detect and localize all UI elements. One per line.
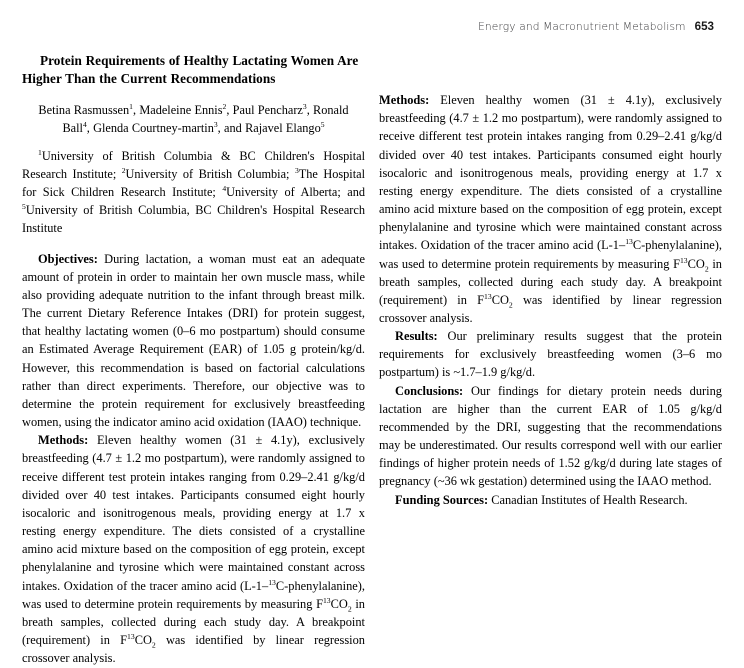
- author-name: Madeleine Ennis: [139, 102, 223, 117]
- author-name: Ronald Ball: [62, 102, 349, 136]
- two-column-body: [22, 52, 722, 668]
- methods-text-part4: in breath samples, collected during each study day. A breakpoint (requirement) in F: [22, 596, 365, 648]
- methods-label: Methods:: [38, 433, 89, 448]
- author-affiliation-marker: 2: [222, 101, 227, 111]
- methods-text-part2: C-phenylalanine), was used to determine protein requirements by measuring F: [379, 238, 722, 271]
- conclusions-paragraph: [379, 382, 722, 491]
- results-paragraph: [379, 327, 722, 382]
- methods-text-part2: C-phenylalanine), was used to determine protein requirements by measuring F: [22, 578, 365, 611]
- methods-text-part6: was identified by linear regression crossover analysis.: [379, 292, 722, 326]
- funding-paragraph: [379, 491, 722, 509]
- author-name: Glenda Courtney-martin: [93, 121, 214, 136]
- author-affiliation-marker: 5: [320, 119, 325, 129]
- affiliation-marker: 4: [222, 183, 227, 193]
- methods-text-part3: CO: [687, 256, 705, 271]
- article-title: Protein Requirements of Healthy Lactating Women Are Higher Than the Current Recommendations: [22, 53, 359, 87]
- methods-text-part4: in breath samples, collected during each study day. A breakpoint (requirement) in F: [379, 256, 722, 307]
- author-list: Betina Rasmussen$^1$, Madeleine Ennis$^2$, Paul Pencharz$^3$, Ronald Ball$^4$, Glenda Courtney-martin$^3$, and Rajavel Elango$^5$: [38, 101, 349, 136]
- results-label: Results:: [395, 329, 438, 343]
- running-head-section-title: Energy and Macronutrient Metabolism: [478, 21, 686, 33]
- methods-paragraph-continued: [379, 91, 722, 327]
- left-column: [22, 52, 365, 668]
- methods-text-part5: CO: [134, 633, 152, 648]
- breath-isotope-superscript: 13: [322, 595, 331, 605]
- tracer-isotope-superscript: 13: [625, 237, 633, 247]
- breakpoint-isotope-superscript: 13: [484, 291, 492, 301]
- affiliation-marker: 5: [22, 201, 26, 211]
- results-text: Our preliminary results suggest that the protein requirements for exclusively breastfeeding women (3–6 mo postpartum) is ~1.7–1.9 g/kg/d.: [379, 329, 722, 380]
- affiliation-list: [22, 148, 365, 237]
- breath-co2-subscript: 2: [704, 264, 709, 274]
- affiliation-marker: 2: [121, 165, 126, 175]
- methods-text-part1: Eleven healthy women (31 ± 4.1y), exclusively breastfeeding (4.7 ± 1.2 mo postpartum), were randomly assigned to receive different test protein intakes ranging from 0.29–2.41 g/kg/d divided over 40 test intakes. Participants consumed eight hourly isocaloric and isonitrogenous meals, providing energy at 1.7 x resting energy expenditure. The diets consisted of a crystalline amino acid mixture based on the composition of egg protein, except phenylalanine and tyrosine which were maintained constant across intakes. Oxidation of the tracer amino acid (L-1–: [379, 93, 722, 253]
- breakpoint-co2-subscript: 2: [508, 300, 513, 310]
- objectives-paragraph: [22, 250, 365, 432]
- funding-label: Funding Sources:: [395, 492, 489, 507]
- affiliation-text: University of British Columbia & BC Children's Hospital Research Institute;: [22, 149, 365, 181]
- affiliation-marker: 3: [294, 165, 299, 175]
- author-name: Betina Rasmussen: [38, 102, 130, 117]
- running-head: [478, 20, 714, 33]
- methods-text-part6: was identified by linear regression crossover analysis.: [22, 633, 365, 666]
- conclusions-text: Our findings for dietary protein needs during lactation are higher than the current EAR of 1.05 g/kg/d recommended by the DRI, suggesting that the recommendations may be underestimated. Our results correspond well with our earlier findings of higher protein needs of 1.52 g/kg/d during late stages of pregnancy (~36 wk gestation) determined using the IAAO method.: [379, 383, 722, 489]
- methods-text-part3: CO: [330, 596, 348, 611]
- author-affiliation-marker: 1: [129, 101, 133, 111]
- breath-co2-subscript: 2: [347, 604, 352, 614]
- author-name: Paul Pencharz: [232, 102, 303, 117]
- methods-text-part5: CO: [491, 292, 509, 307]
- affiliation-text: University of British Columbia, BC Children's Hospital Research Institute: [22, 202, 365, 235]
- breakpoint-isotope-superscript: 13: [127, 632, 135, 642]
- funding-text: Canadian Institutes of Health Research.: [491, 492, 688, 507]
- author-affiliation-marker: 4: [82, 119, 87, 129]
- right-column: [379, 52, 722, 668]
- objectives-text: During lactation, a woman must eat an adequate amount of protein in order to maintain her own muscle mass, while also providing adequate nutrition to the infant through breast milk. The current Dietary Reference Intakes (DRI) for protein suggest, that healthy lactating women (0–6 mo postpartum) should consume an Estimated Average Requirement (EAR) of 1.05 g protein/kg/d. However, this recommendation is based on factorial calculations rather than direct experiments. Therefore, our objective was to determine the protein requirement for exclusively breastfeeding women, using the indicator amino acid oxidation (IAAO) technique.: [22, 251, 366, 430]
- conclusions-label: Conclusions:: [395, 383, 464, 398]
- objectives-label: Objectives:: [38, 251, 98, 266]
- affiliation-text: The Hospital for Sick Children Research Institute;: [22, 166, 366, 199]
- methods-paragraph: [22, 431, 365, 667]
- affiliation-text: University of Alberta; and: [226, 184, 366, 199]
- methods-label: Methods:: [379, 93, 430, 107]
- breakpoint-co2-subscript: 2: [151, 640, 156, 650]
- page-number: 653: [694, 20, 714, 33]
- affiliation-marker: 1: [38, 148, 42, 157]
- methods-text-part1: Eleven healthy women (31 ± 4.1y), exclusively breastfeeding (4.7 ± 1.2 mo postpartum), were randomly assigned to receive different test protein intakes ranging from 0.29–2.41 g/kg/d divided over 40 test intakes. Participants consumed eight hourly isocaloric and isonitrogenous meals, providing energy at 1.7 x resting energy expenditure. The diets consisted of a crystalline amino acid mixture based on the composition of egg protein, except phenylalanine and tyrosine which were maintained constant across intakes. Oxidation of the tracer amino acid (L-1–: [22, 433, 365, 593]
- author-affiliation-marker: 3: [213, 119, 218, 129]
- author-affiliation-marker: 3: [302, 101, 307, 111]
- tracer-isotope-superscript: 13: [268, 577, 276, 587]
- breath-isotope-superscript: 13: [679, 255, 688, 265]
- author-name: Rajavel Elango: [245, 121, 321, 136]
- methods-continuation: [379, 52, 722, 327]
- affiliation-text: University of British Columbia;: [125, 166, 290, 181]
